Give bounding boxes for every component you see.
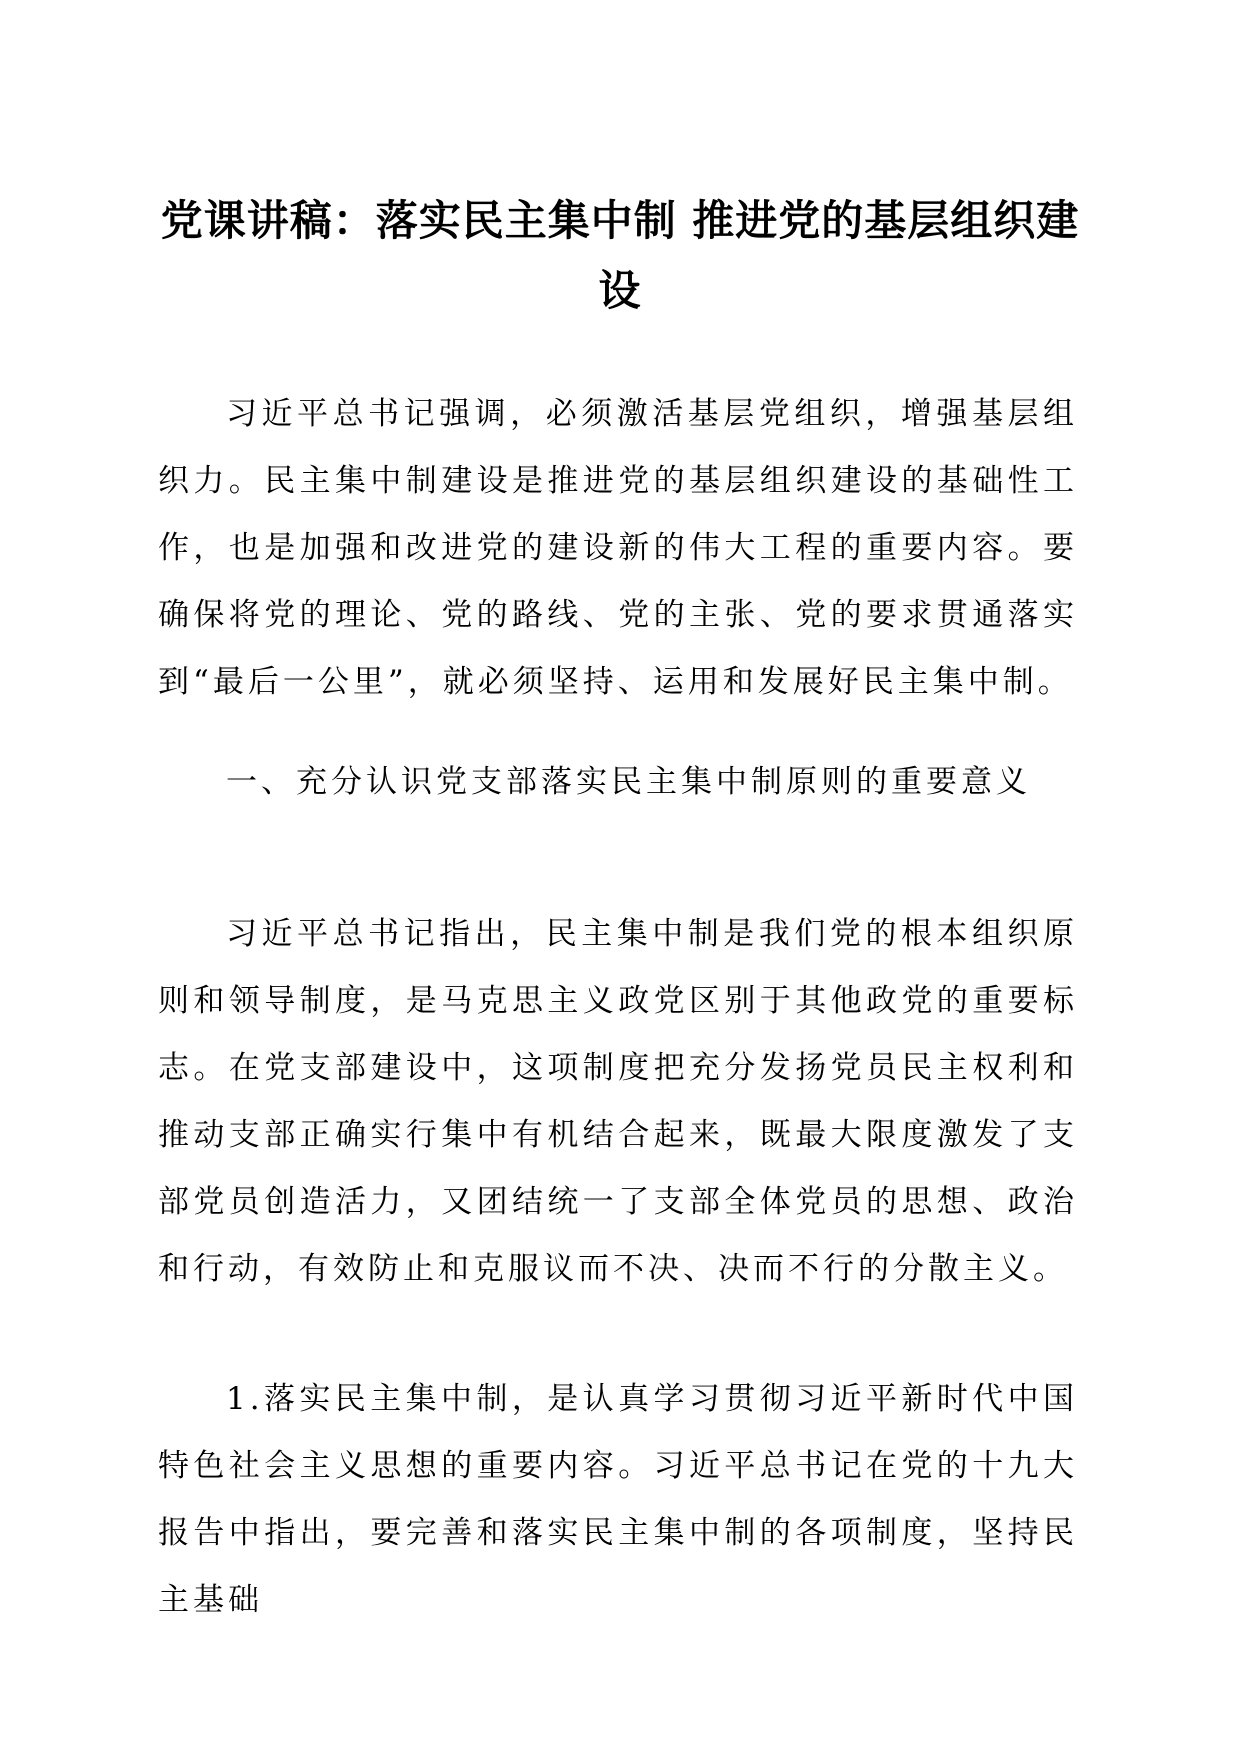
paragraph-point-1: 1.落实民主集中制，是认真学习贯彻习近平新时代中国特色社会主义思想的重要内容。习近平总书记在党的十九大报告中指出，要完善和落实民主集中制的各项制度，坚持民主基础: [158, 1381, 1078, 1618]
paragraph-intro: 习近平总书记强调，必须激活基层党组织，增强基层组织力。民主集中制建设是推进党的基层组织建设的基础性工作，也是加强和改进党的建设新的伟大工程的重要内容。要确保将党的理论、党的路线、党的主张、党的要求贯通落实到“最后一公里”，就必须坚持、运用和发展好民主集中制。: [158, 396, 1078, 700]
section-heading-1: 一、充分认识党支部落实民主集中制原则的重要意义: [226, 764, 1031, 800]
document-title: 党课讲稿：落实民主集中制 推进党的基层组织建设: [160, 196, 1080, 315]
paragraph-section-1: 习近平总书记指出，民主集中制是我们党的根本组织原则和领导制度，是马克思主义政党区别于其他政党的重要标志。在党支部建设中，这项制度把充分发扬党员民主权利和推动支部正确实行集中有机结合起来，既最大限度激发了支部党员创造活力，又团结统一了支部全体党员的思想、政治和行动，有效防止和克服议而不决、决而不行的分散主义。: [158, 916, 1078, 1287]
